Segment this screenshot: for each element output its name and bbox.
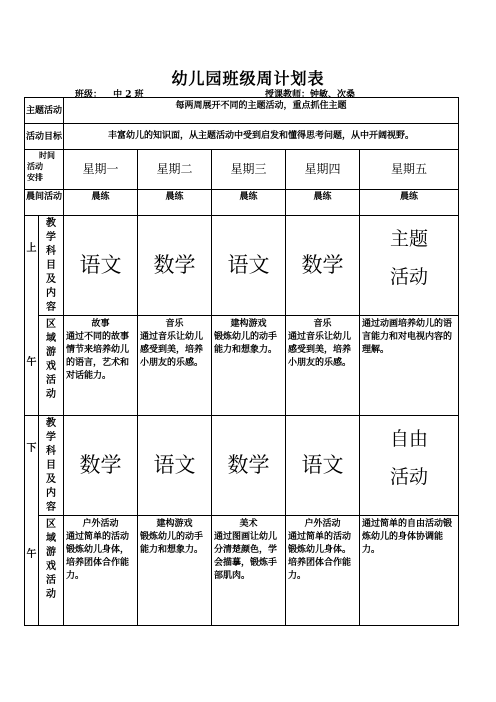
theme-text: 每两周展开不同的主题活动，重点抓住主题 [64,98,459,124]
am-area-cell: 音乐 通过音乐让幼儿感受到美，培养小朋友的乐感。 [286,316,360,416]
day-monday: 星期一 [64,150,138,190]
goal-text: 丰富幼儿的知识面，从主题活动中受到启发和懂得思考问题，从中开阔视野。 [64,124,459,150]
theme-label: 主题活动 [25,98,64,124]
day-wednesday: 星期三 [212,150,286,190]
morning-item: 晨练 [286,190,360,216]
weekly-plan-table [24,97,459,626]
pm-subject-friday: 自由 活动 [360,416,459,516]
am-area-cell: 故事 通过不同的故事情节来培养幼儿的语言，艺术和对话能力。 [64,316,138,416]
class-value: 中 2 班 [113,90,144,100]
day-tuesday: 星期二 [138,150,212,190]
class-label: 班级： [75,90,103,100]
morning-item: 晨练 [64,190,138,216]
pm-subject: 数学 [212,416,286,516]
morning-item: 晨练 [212,190,286,216]
am-subject: 数学 [138,216,212,316]
subject-label: 教 学 科 目 及 内 容 [39,416,64,516]
am-area-cell: 建构游戏 锻炼幼儿的动手能力和想象力。 [212,316,286,416]
page-title: 幼儿园班级周计划表 [171,69,325,88]
subject-label: 教 学 科 目 及 内 容 [39,216,64,316]
day-friday: 星期五 [360,150,459,190]
am-subject: 语文 [64,216,138,316]
pm-area-row [25,516,459,626]
corner-activity: 活动 [27,161,43,171]
pm-area-cell: 户外活动 通过简单的活动锻炼幼儿身体。培养团体合作能力。 [286,516,360,626]
am-subject: 数学 [286,216,360,316]
corner-cell [25,150,64,190]
am-subject-friday: 主题 活动 [360,216,459,316]
pm-subject-row [25,416,459,516]
morning-item: 晨练 [138,190,212,216]
area-label: 区 域 游 戏 活 动 [39,516,64,626]
pm-area-cell: 美术 通过图画让幼儿分清楚颜色，学会描摹，锻炼手部肌肉。 [212,516,286,626]
corner-arrange: 安排 [27,172,43,182]
am-subject-row [25,216,459,316]
teacher-info: 授课教师：钟敏、次桑 [265,90,356,100]
am-subject: 语文 [212,216,286,316]
am-area-cell: 通过动画培养幼儿的语言能力和对电视内容的理解。 [360,316,459,416]
header-row [25,150,459,190]
goal-row [25,124,459,150]
corner-time: 时间 [39,150,55,160]
morning-item: 晨练 [360,190,459,216]
theme-row [25,98,459,124]
pm-label-top: 下 [26,443,37,454]
pm-area-cell: 建构游戏 锻炼幼儿的动手能力和想象力。 [138,516,212,626]
day-thursday: 星期四 [286,150,360,190]
am-area-cell: 音乐 通过音乐让幼儿感受到美，培养小朋友的乐感。 [138,316,212,416]
am-area-row [25,316,459,416]
pm-area-cell: 通过简单的自由活动锻炼幼儿的身体协调能力。 [360,516,459,626]
pm-area-cell: 户外活动 通过简单的活动锻炼幼儿身体，培养团体合作能力。 [64,516,138,626]
goal-label: 活动目标 [25,124,64,150]
pm-side-label [25,416,39,626]
pm-label-bottom: 午 [26,549,37,560]
pm-subject: 语文 [286,416,360,516]
morning-label: 晨间活动 [25,190,64,216]
area-label: 区 域 游 戏 活 动 [39,316,64,416]
am-label-bottom: 午 [26,357,37,368]
am-label-top: 上 [26,243,37,254]
pm-subject: 数学 [64,416,138,516]
pm-subject: 语文 [138,416,212,516]
am-side-label [25,216,39,416]
morning-row [25,190,459,216]
